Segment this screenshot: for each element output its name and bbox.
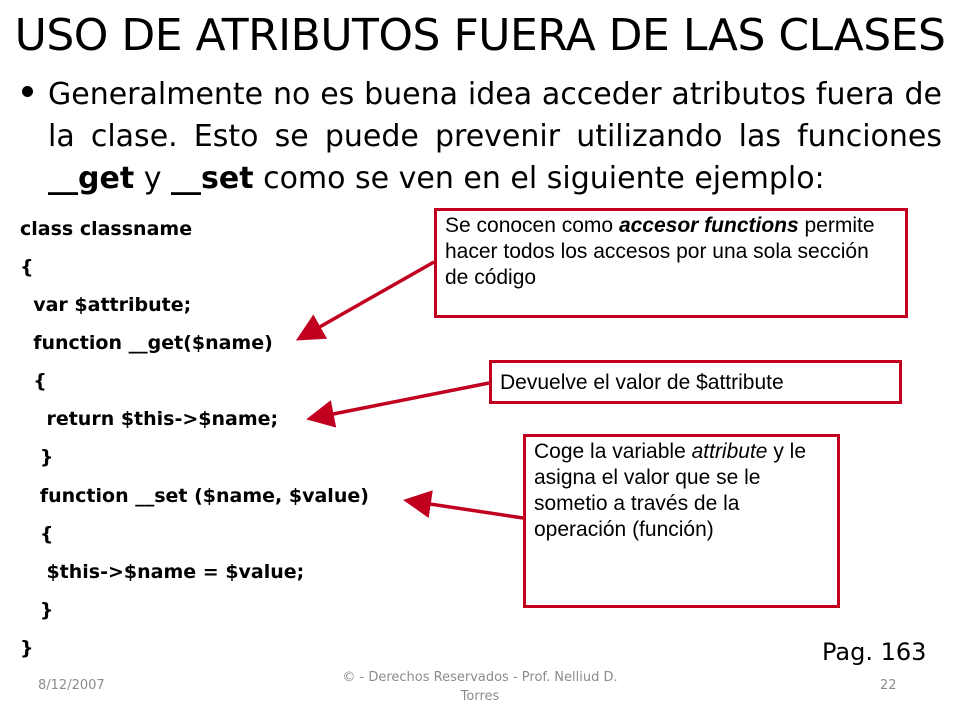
code-line-2: { [20,256,34,278]
callout-accessor-pre: Se conocen como [445,214,619,237]
bullet-text [48,74,942,200]
code-line-6: return $this->$name; [20,408,279,430]
bullet-part1: Generalmente no es buena idea acceder atributos fuera de la clase. Esto se puede prevenir utilizando las funciones [48,77,942,154]
footer-date: 8/12/2007 [38,678,105,693]
code-line-8: function __set ($name, $value) [20,485,369,507]
code-line-11: } [20,599,54,621]
callout-coge-emph: attribute [691,440,768,463]
bullet-mid: y [134,161,171,196]
bullet-part2: como se ven en el siguiente ejemplo: [253,161,825,196]
callout-devuelve: Devuelve el valor de $attribute [489,360,902,404]
code-line-3: var $attribute; [20,294,192,316]
code-line-1: class classname [20,218,193,240]
arrow-coge [410,501,523,518]
callout-coge [523,434,840,608]
footer-slide-number: 22 [880,678,897,693]
callout-coge-pre: Coge la variable [534,440,692,463]
bullet-dot-icon [22,86,33,97]
callout-accessor-post: permite hacer todos los accesos por una sola sección de código [445,214,875,289]
bullet-paragraph [22,74,942,200]
code-line-9: { [20,523,54,545]
code-line-7: } [20,446,54,468]
arrow-accessor [302,262,434,337]
get-keyword: __get [48,161,135,196]
callout-accessor-emph: accesor functions [618,214,799,237]
page-reference: Pag. 163 [822,638,927,666]
callout-coge-post: y le asigna el valor que se le sometio a través de la operación (función) [534,440,806,541]
arrow-devuelve [313,383,489,418]
slide-title: USO DE ATRIBUTOS FUERA DE LAS CLASES [14,10,946,61]
code-line-5: { [20,370,47,392]
code-line-12: } [20,637,34,659]
code-line-10: $this->$name = $value; [20,561,305,583]
code-line-4: function __get($name) [20,332,273,354]
footer-copyright: © - Derechos Reservados - Prof. Nelliud D. Torres [342,670,618,704]
set-keyword: __set [171,161,254,196]
callout-accessor-functions [434,208,908,318]
